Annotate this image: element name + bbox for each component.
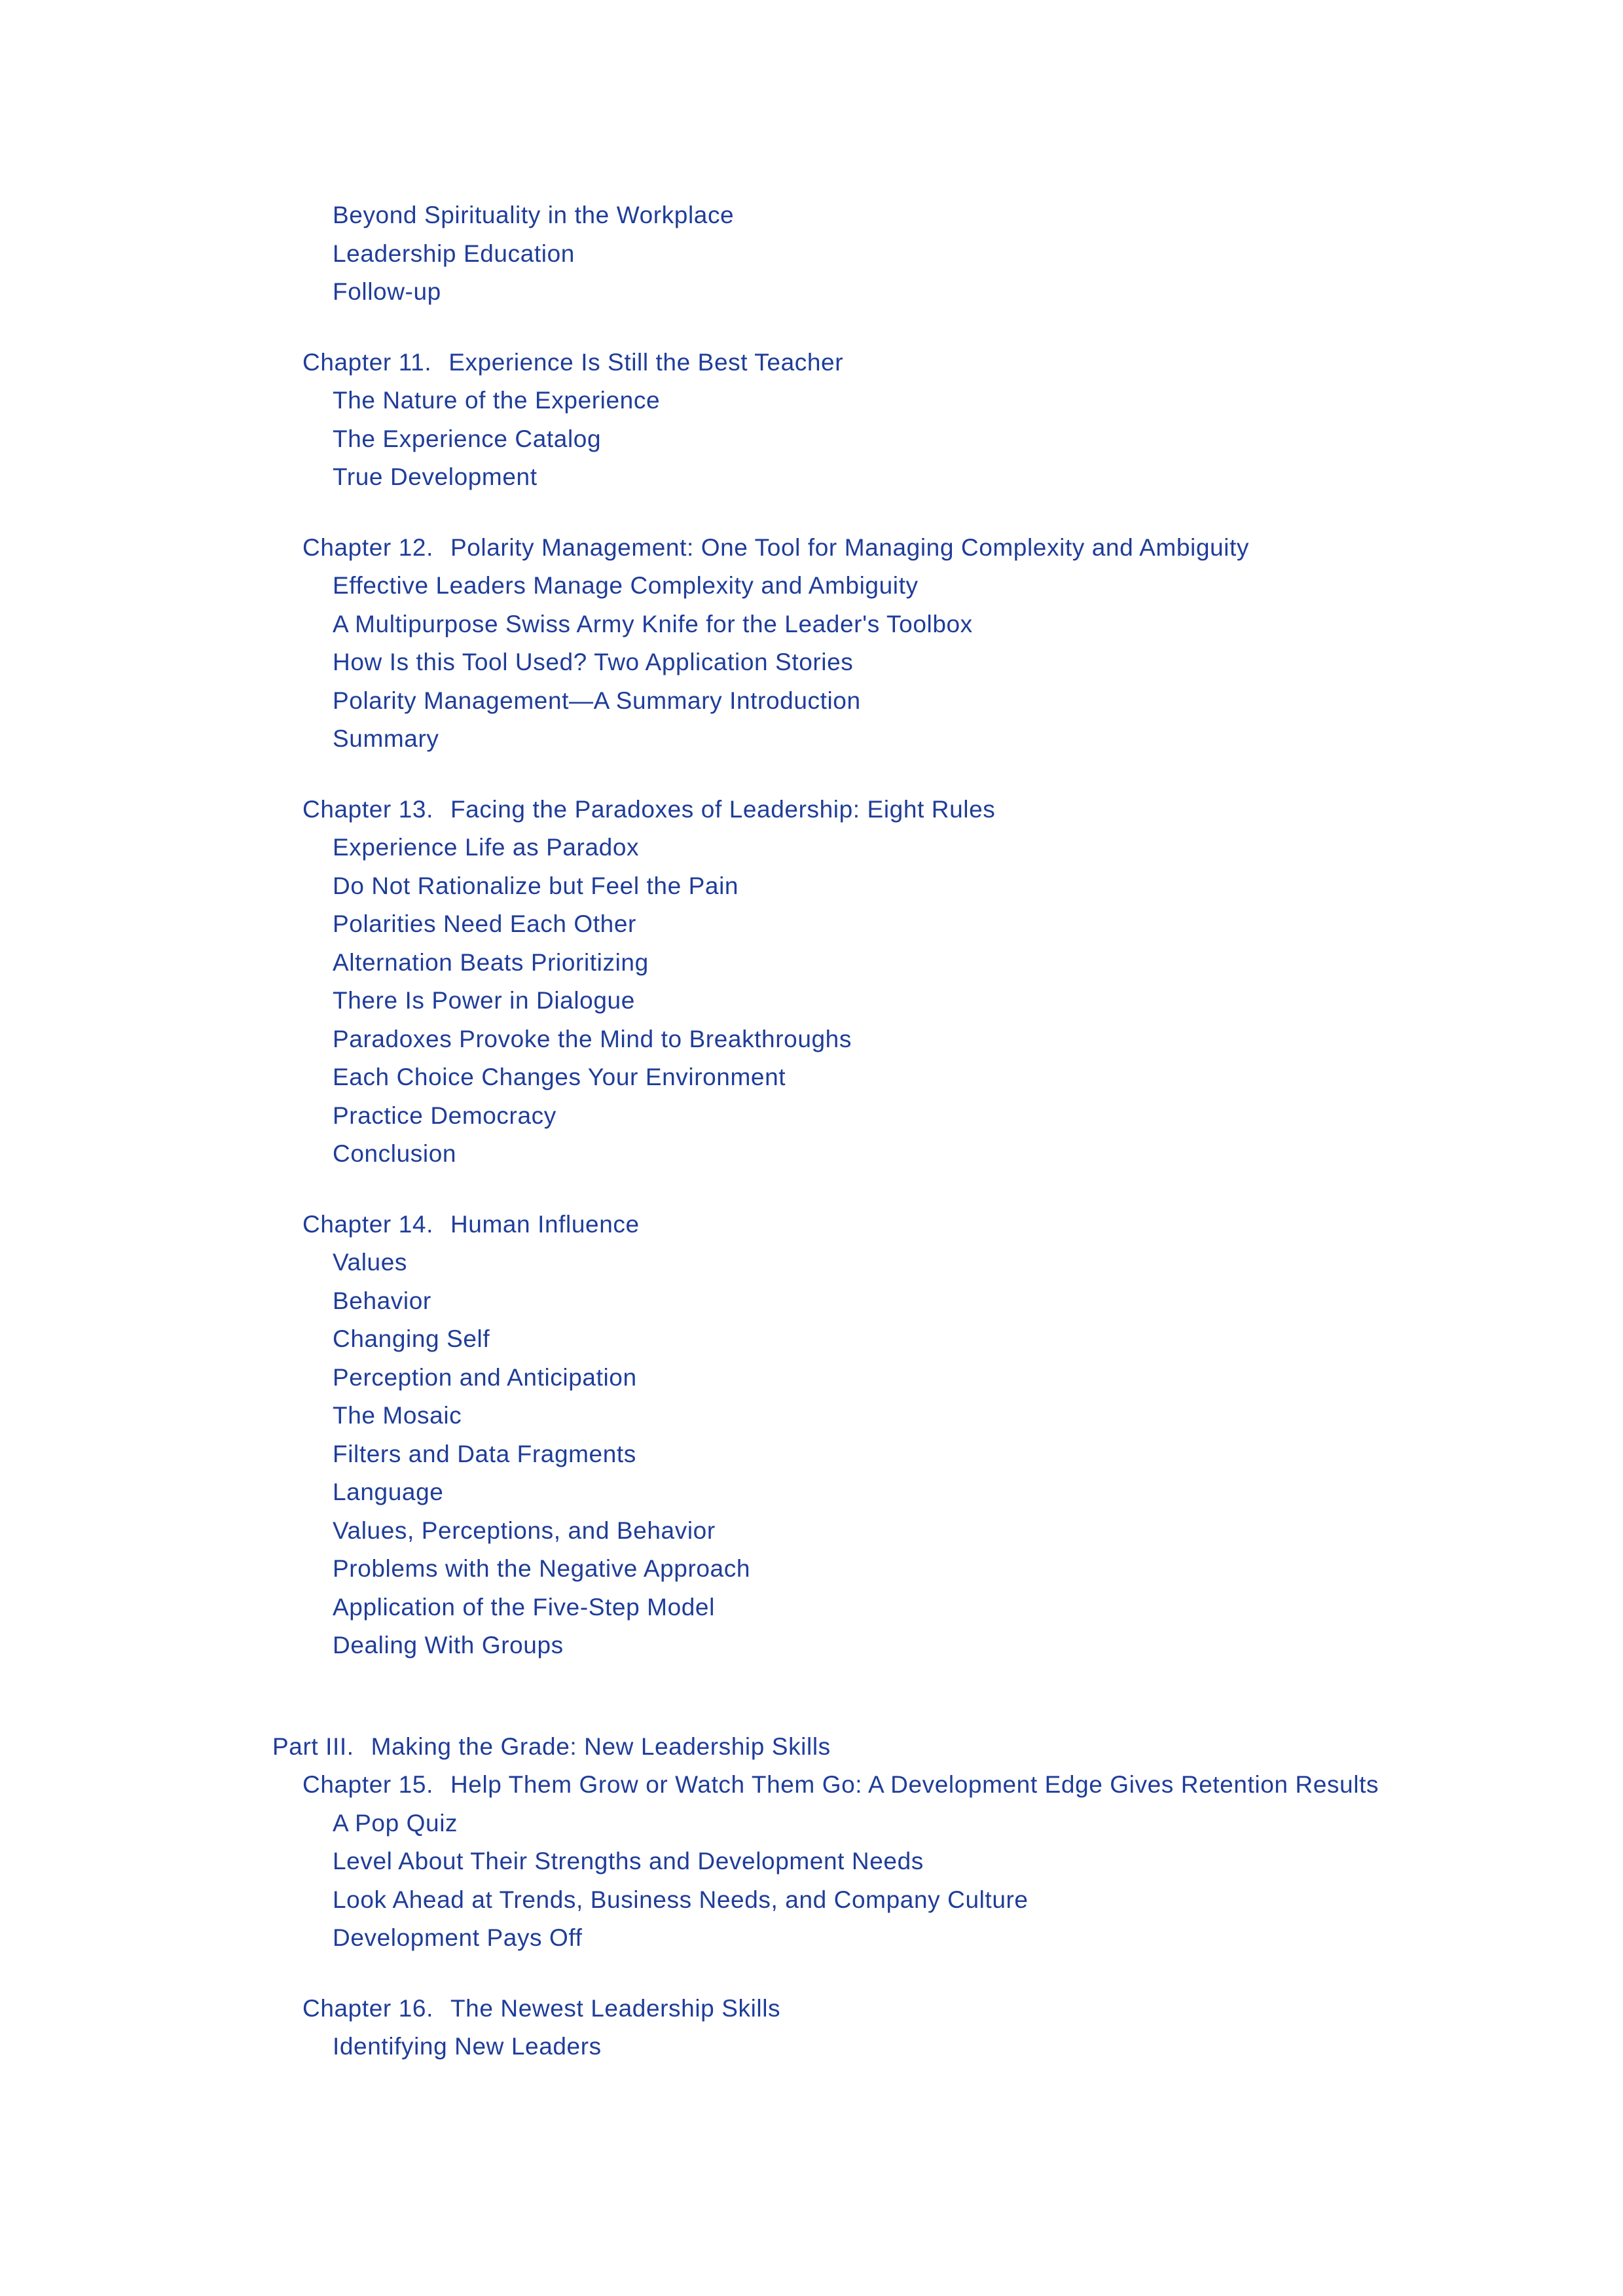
- chapter-number: Chapter 13.: [302, 795, 433, 823]
- toc-section-link[interactable]: Language: [333, 1479, 444, 1505]
- toc-section-link[interactable]: The Experience Catalog: [333, 425, 602, 452]
- toc-section-link[interactable]: Dealing With Groups: [333, 1632, 564, 1659]
- chapter-number: Chapter 12.: [302, 533, 433, 561]
- toc-section-link[interactable]: Filters and Data Fragments: [333, 1440, 636, 1467]
- toc-section-link[interactable]: Beyond Spirituality in the Workplace: [333, 202, 735, 228]
- toc-section-link[interactable]: Behavior: [333, 1287, 431, 1314]
- toc-section-link[interactable]: Paradoxes Provoke the Mind to Breakthroughs: [333, 1025, 852, 1052]
- toc-section-link[interactable]: Alternation Beats Prioritizing: [333, 948, 649, 976]
- toc-section-link[interactable]: Effective Leaders Manage Complexity and Ambiguity: [333, 572, 919, 599]
- chapter-number: Chapter 11.: [302, 348, 432, 376]
- table-of-contents: [0, 196, 1623, 2066]
- chapter-title: Help Them Grow or Watch Them Go: A Development Edge Gives Retention Results: [450, 1771, 1379, 1798]
- toc-section-link[interactable]: Problems with the Negative Approach: [333, 1555, 751, 1582]
- toc-section-link[interactable]: A Pop Quiz: [333, 1809, 458, 1837]
- toc-section-link[interactable]: Leadership Education: [333, 240, 575, 267]
- toc-section-link[interactable]: Practice Democracy: [333, 1102, 556, 1129]
- toc-section-link[interactable]: Do Not Rationalize but Feel the Pain: [333, 872, 739, 899]
- toc-section-link[interactable]: Values: [333, 1249, 407, 1276]
- chapter-title: The Newest Leadership Skills: [450, 1994, 781, 2022]
- toc-section-link[interactable]: Experience Life as Paradox: [333, 834, 640, 861]
- toc-section-link[interactable]: The Mosaic: [333, 1402, 462, 1429]
- toc-section-link[interactable]: Look Ahead at Trends, Business Needs, and Company Culture: [333, 1886, 1029, 1913]
- toc-section-link[interactable]: Summary: [333, 725, 439, 752]
- toc-section-link[interactable]: Polarities Need Each Other: [333, 910, 636, 937]
- toc-section-link[interactable]: Conclusion: [333, 1140, 457, 1167]
- toc-section-link[interactable]: Each Choice Changes Your Environment: [333, 1064, 786, 1090]
- toc-section-link[interactable]: How Is this Tool Used? Two Application Stories: [333, 649, 854, 675]
- toc-section-link[interactable]: Perception and Anticipation: [333, 1363, 637, 1391]
- toc-chapter-14-link[interactable]: [0, 1206, 1623, 1244]
- toc-chapter-11-link[interactable]: [0, 344, 1623, 382]
- toc-part-3-link[interactable]: [0, 1728, 1623, 1767]
- part-title: Making the Grade: New Leadership Skills: [371, 1732, 831, 1760]
- toc-section-link[interactable]: Level About Their Strengths and Development Needs: [333, 1848, 924, 1874]
- chapter-title: Experience Is Still the Best Teacher: [448, 348, 844, 376]
- chapter-number: Chapter 14.: [302, 1210, 433, 1238]
- chapter-number: Chapter 15.: [302, 1771, 433, 1798]
- toc-section-link[interactable]: Application of the Five-Step Model: [333, 1593, 715, 1621]
- toc-section-link[interactable]: Development Pays Off: [333, 1924, 583, 1951]
- toc-section-link[interactable]: There Is Power in Dialogue: [333, 987, 635, 1014]
- toc-section-link[interactable]: Polarity Management—A Summary Introduction: [333, 687, 861, 714]
- toc-chapter-15-link[interactable]: [0, 1766, 1623, 1804]
- chapter-number: Chapter 16.: [302, 1994, 433, 2022]
- chapter-title: Facing the Paradoxes of Leadership: Eight Rules: [450, 795, 996, 823]
- toc-chapter-12-link[interactable]: [0, 529, 1623, 567]
- toc-section-link[interactable]: Values, Perceptions, and Behavior: [333, 1516, 716, 1544]
- toc-section-link[interactable]: True Development: [333, 463, 538, 490]
- toc-section-link[interactable]: The Nature of the Experience: [333, 387, 661, 414]
- toc-chapter-13-link[interactable]: [0, 791, 1623, 829]
- toc-chapter-16-link[interactable]: [0, 1990, 1623, 2028]
- part-number: Part III.: [272, 1732, 354, 1760]
- toc-section-link[interactable]: Identifying New Leaders: [333, 2033, 602, 2060]
- toc-section-link[interactable]: Follow-up: [333, 278, 441, 305]
- chapter-title: Polarity Management: One Tool for Managing Complexity and Ambiguity: [450, 533, 1249, 561]
- toc-section-link[interactable]: Changing Self: [333, 1325, 490, 1352]
- chapter-title: Human Influence: [450, 1210, 640, 1238]
- toc-section-link[interactable]: A Multipurpose Swiss Army Knife for the Leader's Toolbox: [333, 610, 973, 637]
